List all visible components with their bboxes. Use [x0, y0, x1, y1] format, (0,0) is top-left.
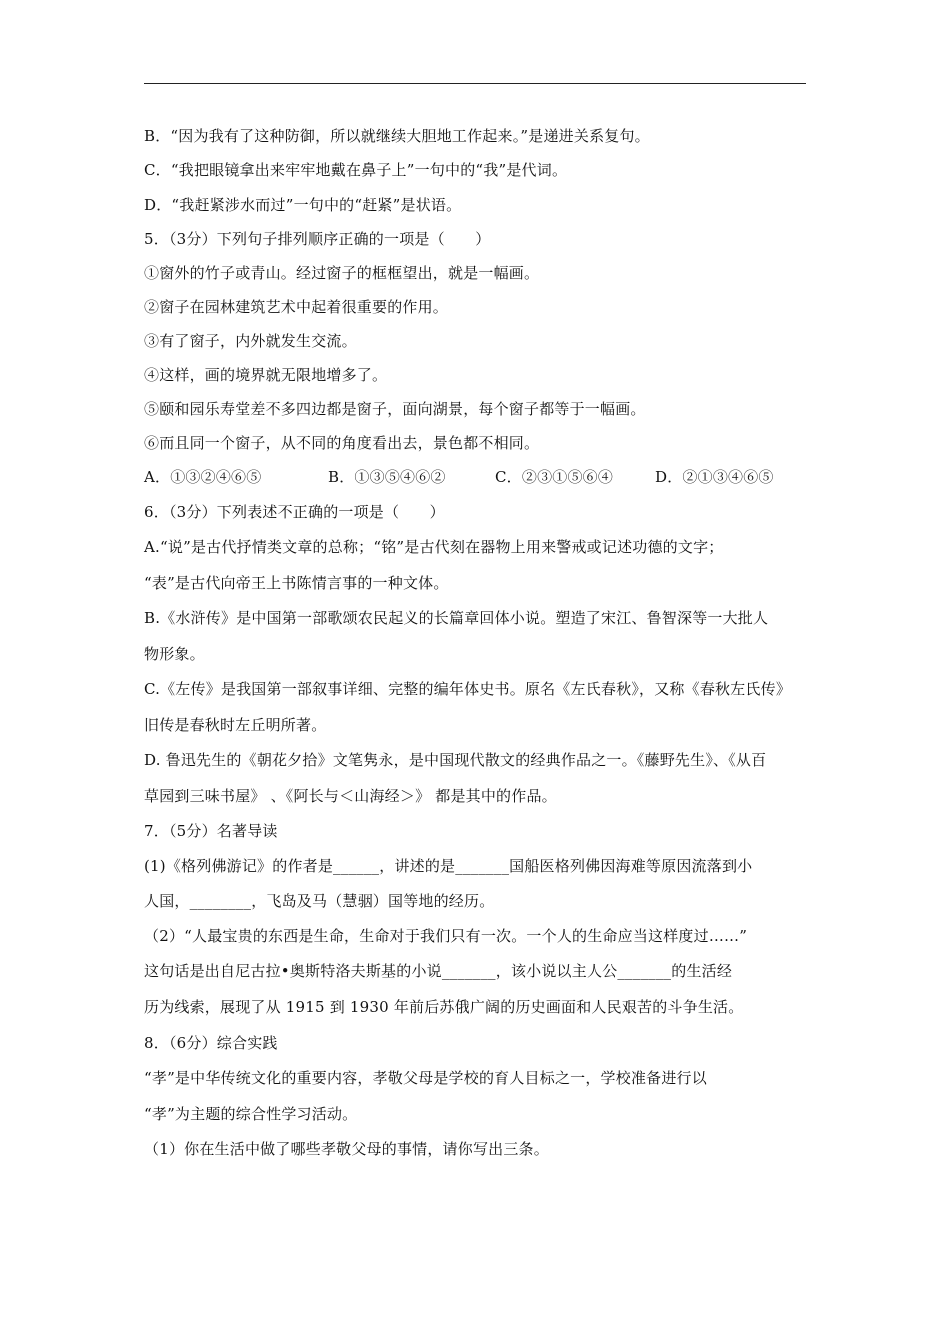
- q5-stem: 5．（3分）下列句子排列顺序正确的一项是（ ）: [144, 230, 491, 248]
- q7-part1-line2: 人国，________，飞岛及马（慧骃）国等地的经历。: [144, 892, 495, 910]
- q8-stem: 8．（6分）综合实践: [144, 1034, 278, 1052]
- q7-part2-line1: （2）“人最宝贵的东西是生命，生命对于我们只有一次。一个人的生命应当这样度过……”: [144, 927, 748, 945]
- q6-option-d-line2: 草园到三味书屋》 、《阿长与＜山海经＞》 都是其中的作品。: [144, 787, 557, 805]
- q5-sentence-2: ②窗子在园林建筑艺术中起着很重要的作用。: [144, 298, 449, 316]
- q7-stem: 7．（5分）名著导读: [144, 822, 278, 840]
- q6-stem: 6．（3分）下列表述不正确的一项是（ ）: [144, 503, 445, 521]
- q5-sentence-1: ①窗外的竹子或青山。经过窗子的框框望出，就是一幅画。: [144, 264, 540, 282]
- q4-option-d: D．“我赶紧涉水而过”一句中的“赶紧”是状语。: [144, 196, 462, 214]
- q5-sentence-4: ④这样，画的境界就无限地增多了。: [144, 366, 388, 384]
- q5-option-a: A．①③②④⑥⑤: [144, 468, 262, 486]
- q5-option-c: C．②③①⑤⑥④: [495, 468, 614, 486]
- q6-option-b-line2: 物形象。: [144, 645, 205, 663]
- q6-option-b-line1: B.《水浒传》是中国第一部歌颂农民起义的长篇章回体小说。塑造了宋江、鲁智深等一大批人: [144, 609, 769, 627]
- q5-option-b: B．①③⑤④⑥②: [328, 468, 446, 486]
- q7-part2-line3: 历为线索，展现了从 1915 到 1930 年前后苏俄广阔的历史画面和人民艰苦的斗争生活。: [144, 998, 744, 1016]
- q7-part1-line1: (1)《格列佛游记》的作者是______，讲述的是_______国船医格列佛因海难等原因流落到小: [144, 857, 753, 875]
- q8-intro-line2: “孝”为主题的综合性学习活动。: [144, 1105, 358, 1123]
- q5-sentence-5: ⑤颐和园乐寿堂差不多四边都是窗子，面向湖景，每个窗子都等于一幅画。: [144, 400, 646, 418]
- q6-option-d-line1: D. 鲁迅先生的《朝花夕拾》文笔隽永，是中国现代散文的经典作品之一。《藤野先生》、《从百: [144, 751, 767, 769]
- q6-option-a-line1: A.“说”是古代抒情类文章的总称；“铭”是古代刻在器物上用来警戒或记述功德的文字；: [144, 538, 724, 556]
- q5-options: [144, 467, 806, 487]
- q6-option-c-line1: C.《左传》是我国第一部叙事详细、完整的编年体史书。原名《左氏春秋》，又称《春秋左氏传》: [144, 680, 792, 698]
- q6-option-a-line2: “表”是古代向帝王上书陈情言事的一种文体。: [144, 574, 449, 592]
- q7-part2-line2: 这句话是出自尼古拉•奥斯特洛夫斯基的小说_______，该小说以主人公_______的生活经: [144, 962, 733, 980]
- q4-option-b: B．“因为我有了这种防御，所以就继续大胆地工作起来。”是递进关系复句。: [144, 127, 650, 145]
- q8-intro-line1: “孝”是中华传统文化的重要内容，孝敬父母是学校的育人目标之一，学校准备进行以: [144, 1069, 707, 1087]
- q5-sentence-6: ⑥而且同一个窗子，从不同的角度看出去，景色都不相同。: [144, 434, 540, 452]
- q4-option-c: C．“我把眼镜拿出来牢牢地戴在鼻子上”一句中的“我”是代词。: [144, 161, 568, 179]
- q5-option-d: D．②①③④⑥⑤: [655, 468, 774, 486]
- header-rule: [144, 83, 806, 84]
- q6-option-c-line2: 旧传是春秋时左丘明所著。: [144, 716, 327, 734]
- q5-sentence-3: ③有了窗子，内外就发生交流。: [144, 332, 357, 350]
- q8-sub-question-1: （1）你在生活中做了哪些孝敬父母的事情，请你写出三条。: [144, 1140, 549, 1158]
